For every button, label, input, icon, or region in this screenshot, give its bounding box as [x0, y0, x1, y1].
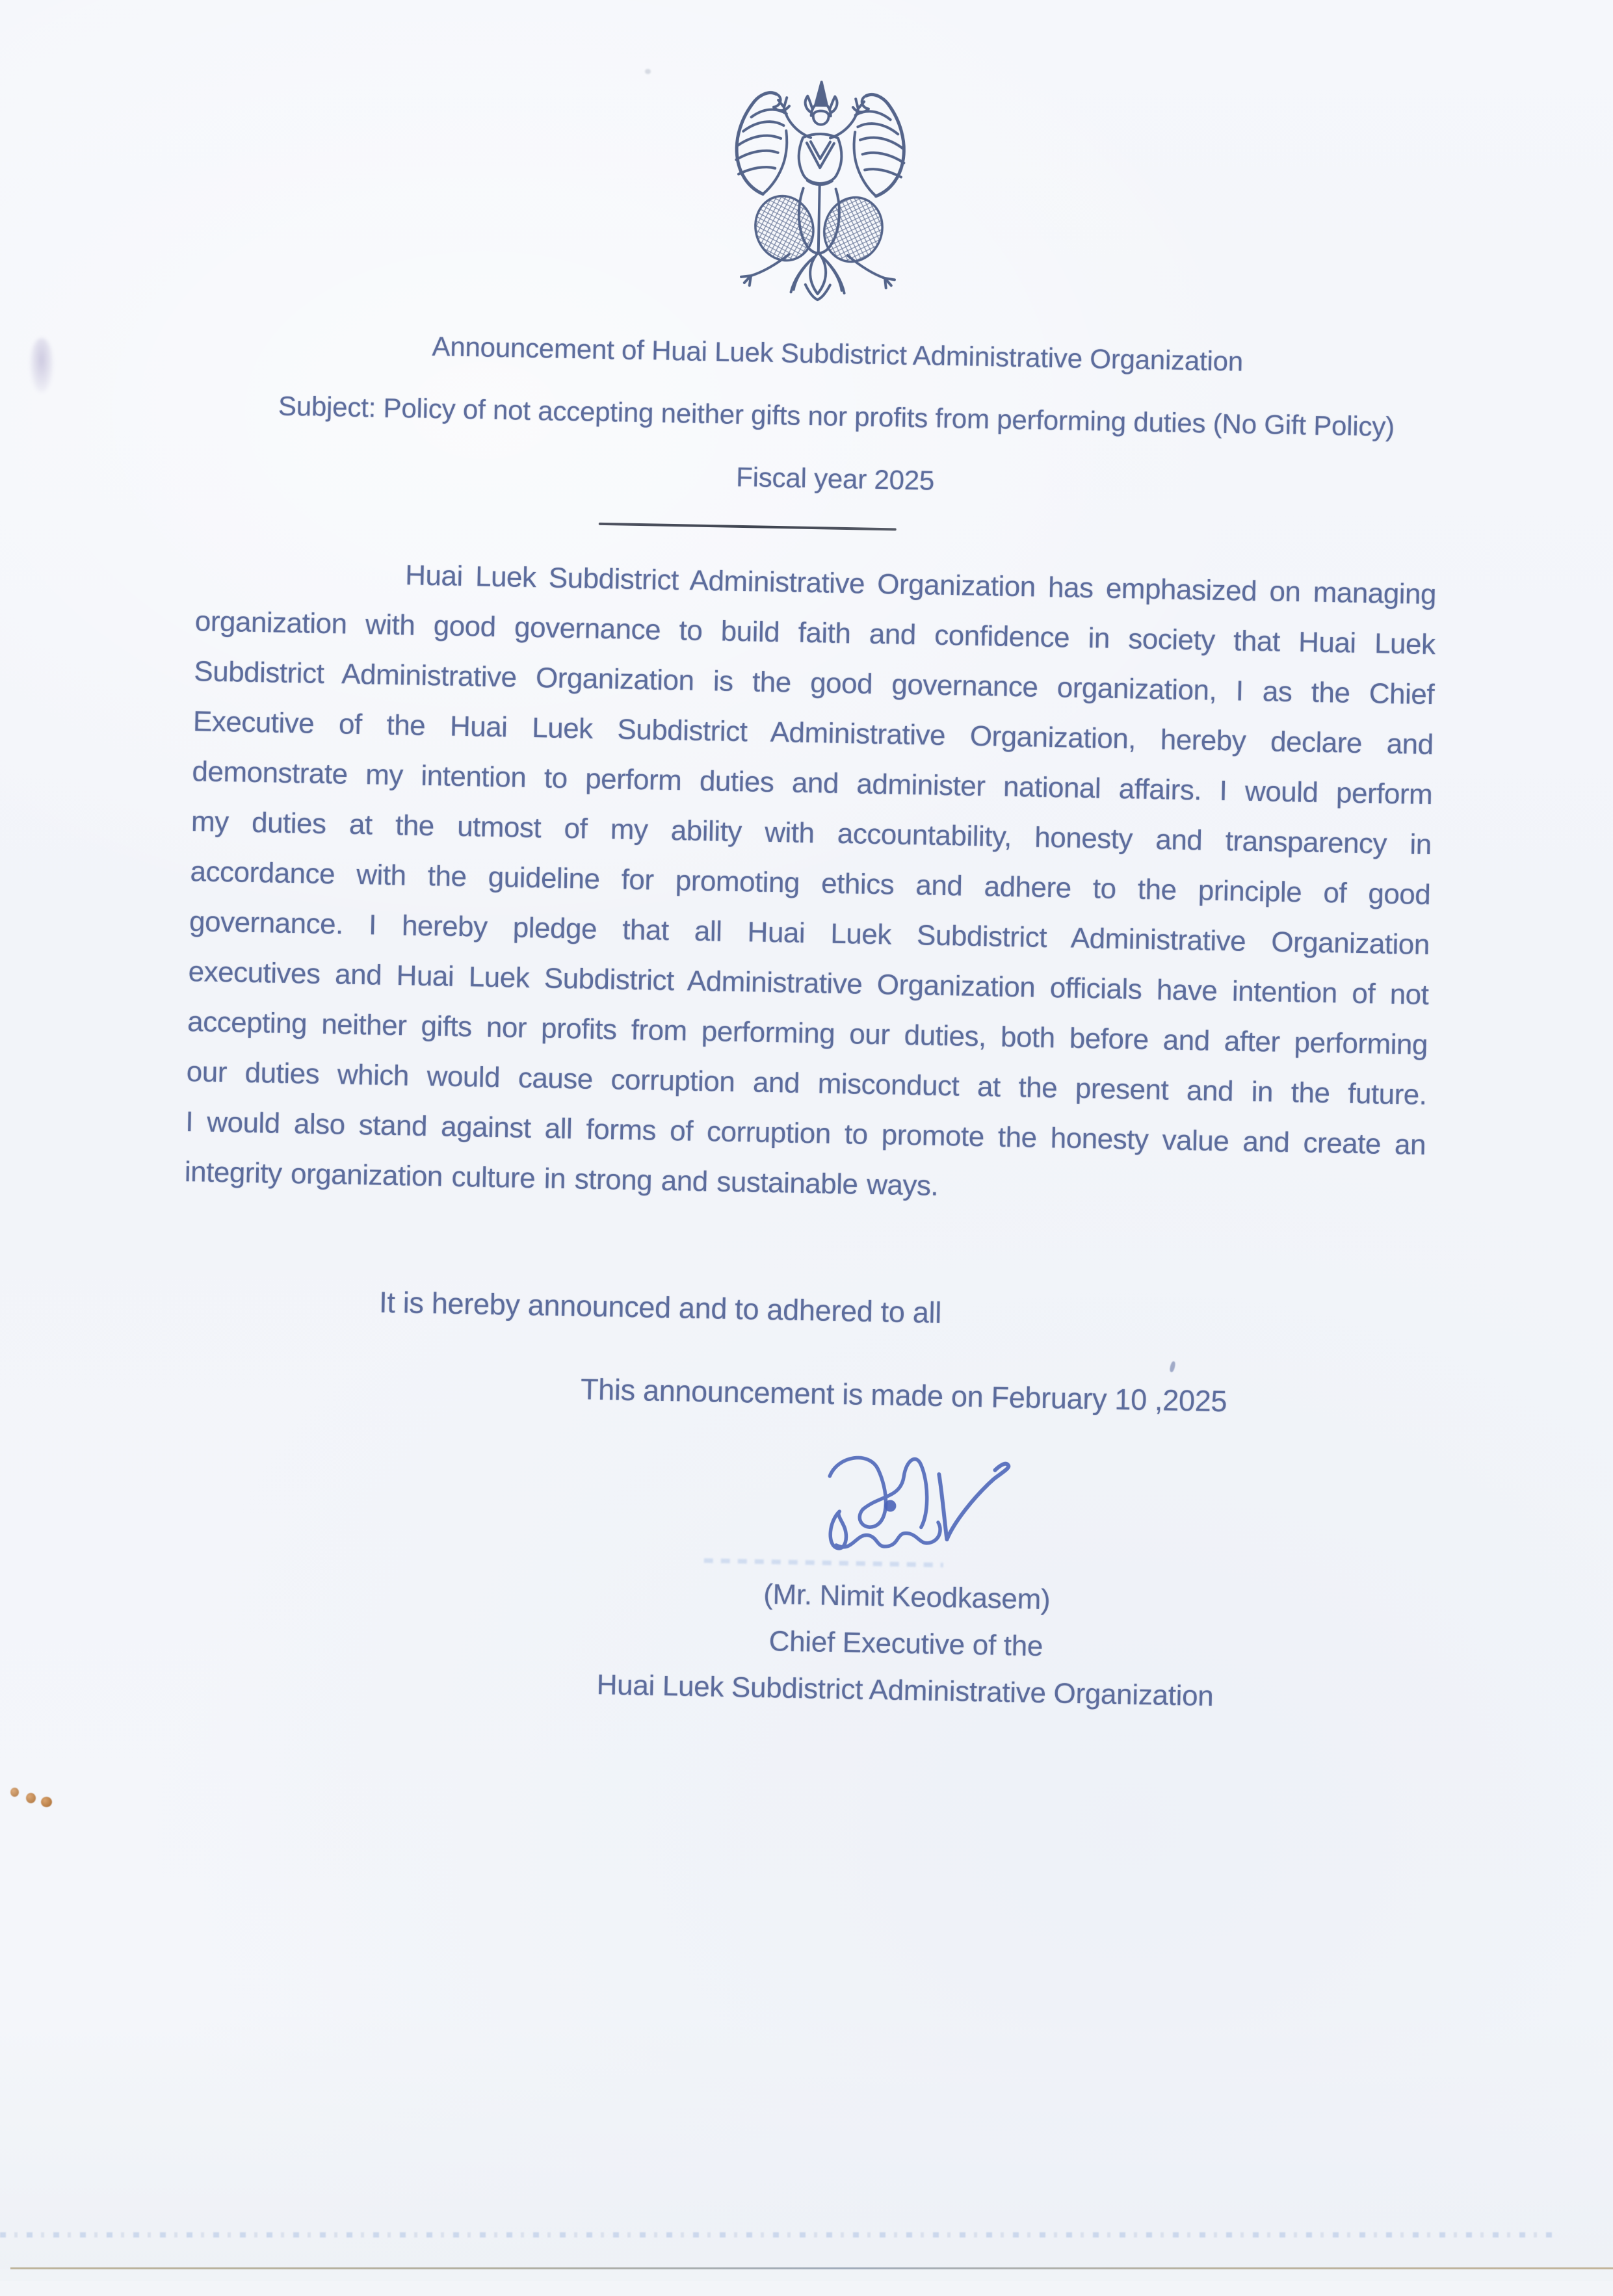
body-paragraph — [184, 546, 1437, 1220]
title-line: Announcement of Huai Luek Subdistrict Administrative Organization — [432, 330, 1244, 377]
handwritten-signature — [817, 1448, 1028, 1566]
garuda-legs — [741, 254, 895, 288]
document-title-block — [12, 307, 1613, 525]
signatory-block — [561, 1567, 1250, 1721]
title-divider-line — [599, 523, 897, 531]
paragraph-line: demonstrate my intention to perform duties and administer national affairs. I would perform — [192, 755, 1433, 811]
title-line: Subject: Policy of not accepting neither gifts nor profits from performing duties (No Gift Policy) — [278, 390, 1395, 442]
paragraph-line: Huai Luek Subdistrict Administrative Organization has emphasized on managing — [404, 559, 1437, 611]
signatory-title: Chief Executive of the — [768, 1625, 1043, 1662]
paragraph-line: our duties which would cause corruption and misconduct at the present and in the future. — [186, 1056, 1427, 1111]
scan-noise-line — [0, 2232, 1555, 2237]
right-wing — [851, 94, 905, 197]
garuda-lower-body — [746, 185, 891, 270]
garuda-emblem-icon — [710, 76, 929, 306]
date-line: This announcement is made on February 10 ,2025 — [580, 1372, 1227, 1418]
paragraph-line: accordance with the guideline for promoting ethics and adhere to the principle of good — [190, 855, 1431, 911]
paragraph-line: governance. I hereby pledge that all Huai Luek Subdistrict Administrative Organization — [189, 906, 1430, 961]
paragraph-line: Subdistrict Administrative Organization is the good governance organization, I as the Chief — [193, 655, 1435, 711]
scan-edge-line — [10, 2267, 1613, 2269]
paragraph-line: I would also stand against all forms of corruption to promote the honesty value and create an — [185, 1106, 1426, 1161]
stain-dot — [26, 1793, 36, 1803]
closing-line: It is hereby announced and to adhered to all — [378, 1285, 942, 1329]
stain-dot — [10, 1788, 19, 1797]
paragraph-line: executives and Huai Luek Subdistrict Administrative Organization officials have intention of not — [188, 956, 1429, 1011]
signatory-organization: Huai Luek Subdistrict Administrative Organization — [596, 1669, 1214, 1712]
left-wing — [735, 92, 789, 195]
paragraph-line: accepting neither gifts nor profits from performing our duties, both before and after performing — [187, 1006, 1428, 1061]
paragraph-line: organization with good governance to build faith and confidence in society that Huai Luek — [194, 605, 1436, 661]
garuda-tail — [791, 252, 845, 300]
purple-ink-smudge — [30, 338, 53, 393]
signatory-name: (Mr. Nimit Keodkasem) — [763, 1578, 1051, 1616]
garuda-head — [805, 82, 837, 125]
paragraph-line: integrity organization culture in strong and sustainable ways. — [184, 1155, 939, 1202]
scan-edge-band — [0, 2269, 1613, 2281]
scan-speck — [645, 69, 651, 74]
stain-dot — [41, 1797, 52, 1807]
paragraph-line: my duties at the utmost of my ability with accountability, honesty and transparency in — [190, 805, 1432, 861]
garuda-chest — [798, 134, 842, 185]
paragraph-line: Executive of the Huai Luek Subdistrict Administrative Organization, hereby declare and — [192, 705, 1434, 761]
title-line: Fiscal year 2025 — [735, 461, 935, 496]
